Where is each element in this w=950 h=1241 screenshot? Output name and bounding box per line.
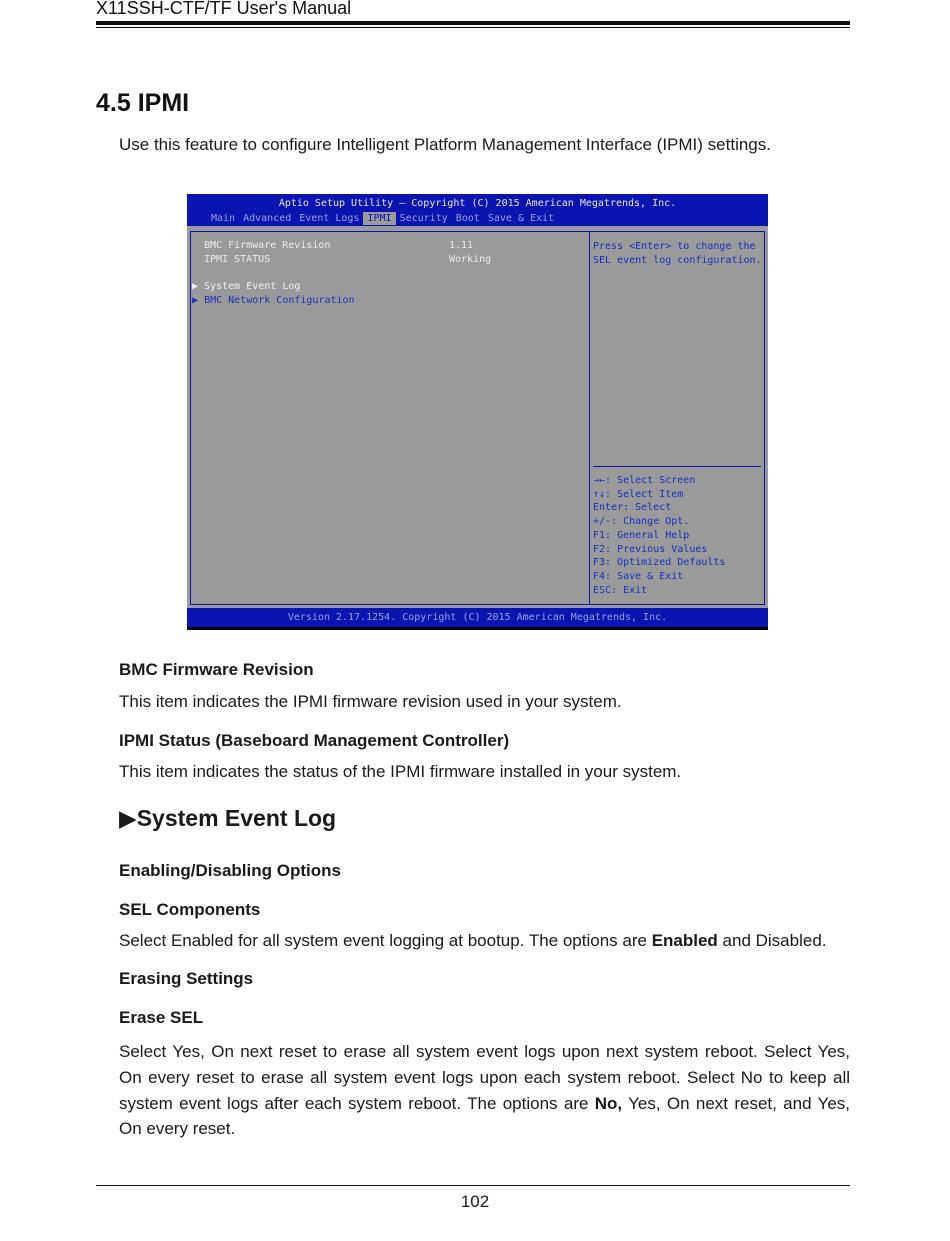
submenu-arrow-icon: ▶ <box>192 281 199 292</box>
footer-rule <box>96 1185 850 1186</box>
key-change-opt: +/-: Change Opt. <box>593 516 690 528</box>
key-save-exit: F4: Save & Exit <box>593 570 684 582</box>
sel-components-text-pre: Select Enabled for all system event logging at bootup. The options are <box>119 931 652 950</box>
sel-components-text <box>119 931 827 951</box>
bios-tab-boot[interactable]: Boot <box>455 213 480 224</box>
bios-tab-event-logs[interactable]: Event Logs <box>299 213 360 224</box>
key-enter-select: Enter: Select <box>593 502 672 514</box>
key-esc-exit: ESC: Exit <box>593 584 648 596</box>
bios-title-bar <box>187 194 768 226</box>
bios-help-divider <box>593 466 761 467</box>
sel-arrow-icon: ▶ <box>119 805 137 831</box>
erase-sel-text <box>119 1039 850 1142</box>
sel-heading-label: System Event Log <box>136 805 337 831</box>
key-general-help: F1: General Help <box>593 529 690 541</box>
sel-heading <box>119 805 336 832</box>
sel-components-default: Enabled <box>651 931 718 950</box>
erase-sel-text-post: Yes, On next reset, and Yes, On every reset. <box>119 1093 850 1139</box>
bios-tab-advanced[interactable]: Advanced <box>243 213 292 224</box>
header-rule-thin <box>96 27 850 28</box>
bios-help-text: Press <Enter> to change the SEL event log configuration. <box>593 241 762 266</box>
bios-title: Aptio Setup Utility – Copyright (C) 2015 American Megatrends, Inc. <box>278 198 677 209</box>
erase-sel-heading: Erase SEL <box>119 1008 204 1027</box>
key-optimized-defaults: F3: Optimized Defaults <box>593 557 726 569</box>
bios-tab-main[interactable]: Main <box>211 213 236 224</box>
page-number: 102 <box>460 1192 490 1211</box>
ipmi-status-text: This item indicates the status of the IPMI firmware installed in your system. <box>119 762 682 781</box>
bmc-firmware-text: This item indicates the IPMI firmware revision used in your system. <box>119 692 622 711</box>
submenu-label: BMC Network Configuration <box>204 295 355 306</box>
key-previous-values: F2: Previous Values <box>593 543 708 555</box>
bios-tab-security[interactable]: Security <box>399 213 448 224</box>
bios-key-legend <box>593 474 725 597</box>
bios-tab-save-exit[interactable]: Save & Exit <box>487 213 555 224</box>
manual-title: X11SSH-CTF/TF User's Manual <box>96 0 352 18</box>
erase-sel-default: No, <box>594 1093 623 1113</box>
erase-sel-text-pre: Select Yes, On next reset to erase all system event logs upon next system reboot. Select Yes, On every reset to erase all system event logs upon each system reboot. Select No to keep all system event logs after each system reboot. The options are <box>119 1042 850 1113</box>
sel-components-text-post: and Disabled. <box>717 931 827 950</box>
key-select-screen: →←: Select Screen <box>593 475 696 486</box>
ipmi-status-value: Working <box>449 254 492 265</box>
bios-version: Version 2.17.1254. Copyright (C) 2015 American Megatrends, Inc. <box>287 612 668 623</box>
bios-divider <box>589 231 590 605</box>
submenu-system-event-log[interactable] <box>192 281 300 292</box>
section-intro: Use this feature to configure Intelligent Platform Management Interface (IPMI) settings. <box>119 135 771 154</box>
key-select-item: ↑↓: Select Item <box>593 488 684 500</box>
sel-components-heading: SEL Components <box>119 900 261 919</box>
section-title: 4.5 IPMI <box>96 89 190 117</box>
header-rule <box>96 21 850 25</box>
submenu-bmc-network-configuration[interactable] <box>192 295 355 306</box>
submenu-arrow-icon: ▶ <box>192 295 199 306</box>
erasing-settings-heading: Erasing Settings <box>119 969 254 988</box>
bmc-firmware-value: 1.11 <box>449 240 474 251</box>
submenu-label: System Event Log <box>204 281 301 292</box>
bmc-firmware-label: BMC Firmware Revision <box>204 240 331 251</box>
bios-screenshot <box>187 194 768 630</box>
enable-disable-heading: Enabling/Disabling Options <box>119 861 341 880</box>
bios-tab-ipmi[interactable]: IPMI <box>363 212 395 225</box>
bmc-firmware-heading: BMC Firmware Revision <box>119 660 314 679</box>
bios-tab-bar <box>207 212 558 225</box>
bios-footer-bar <box>187 608 768 627</box>
ipmi-status-heading: IPMI Status (Baseboard Management Controller) <box>119 731 510 750</box>
ipmi-status-label: IPMI STATUS <box>204 254 271 265</box>
